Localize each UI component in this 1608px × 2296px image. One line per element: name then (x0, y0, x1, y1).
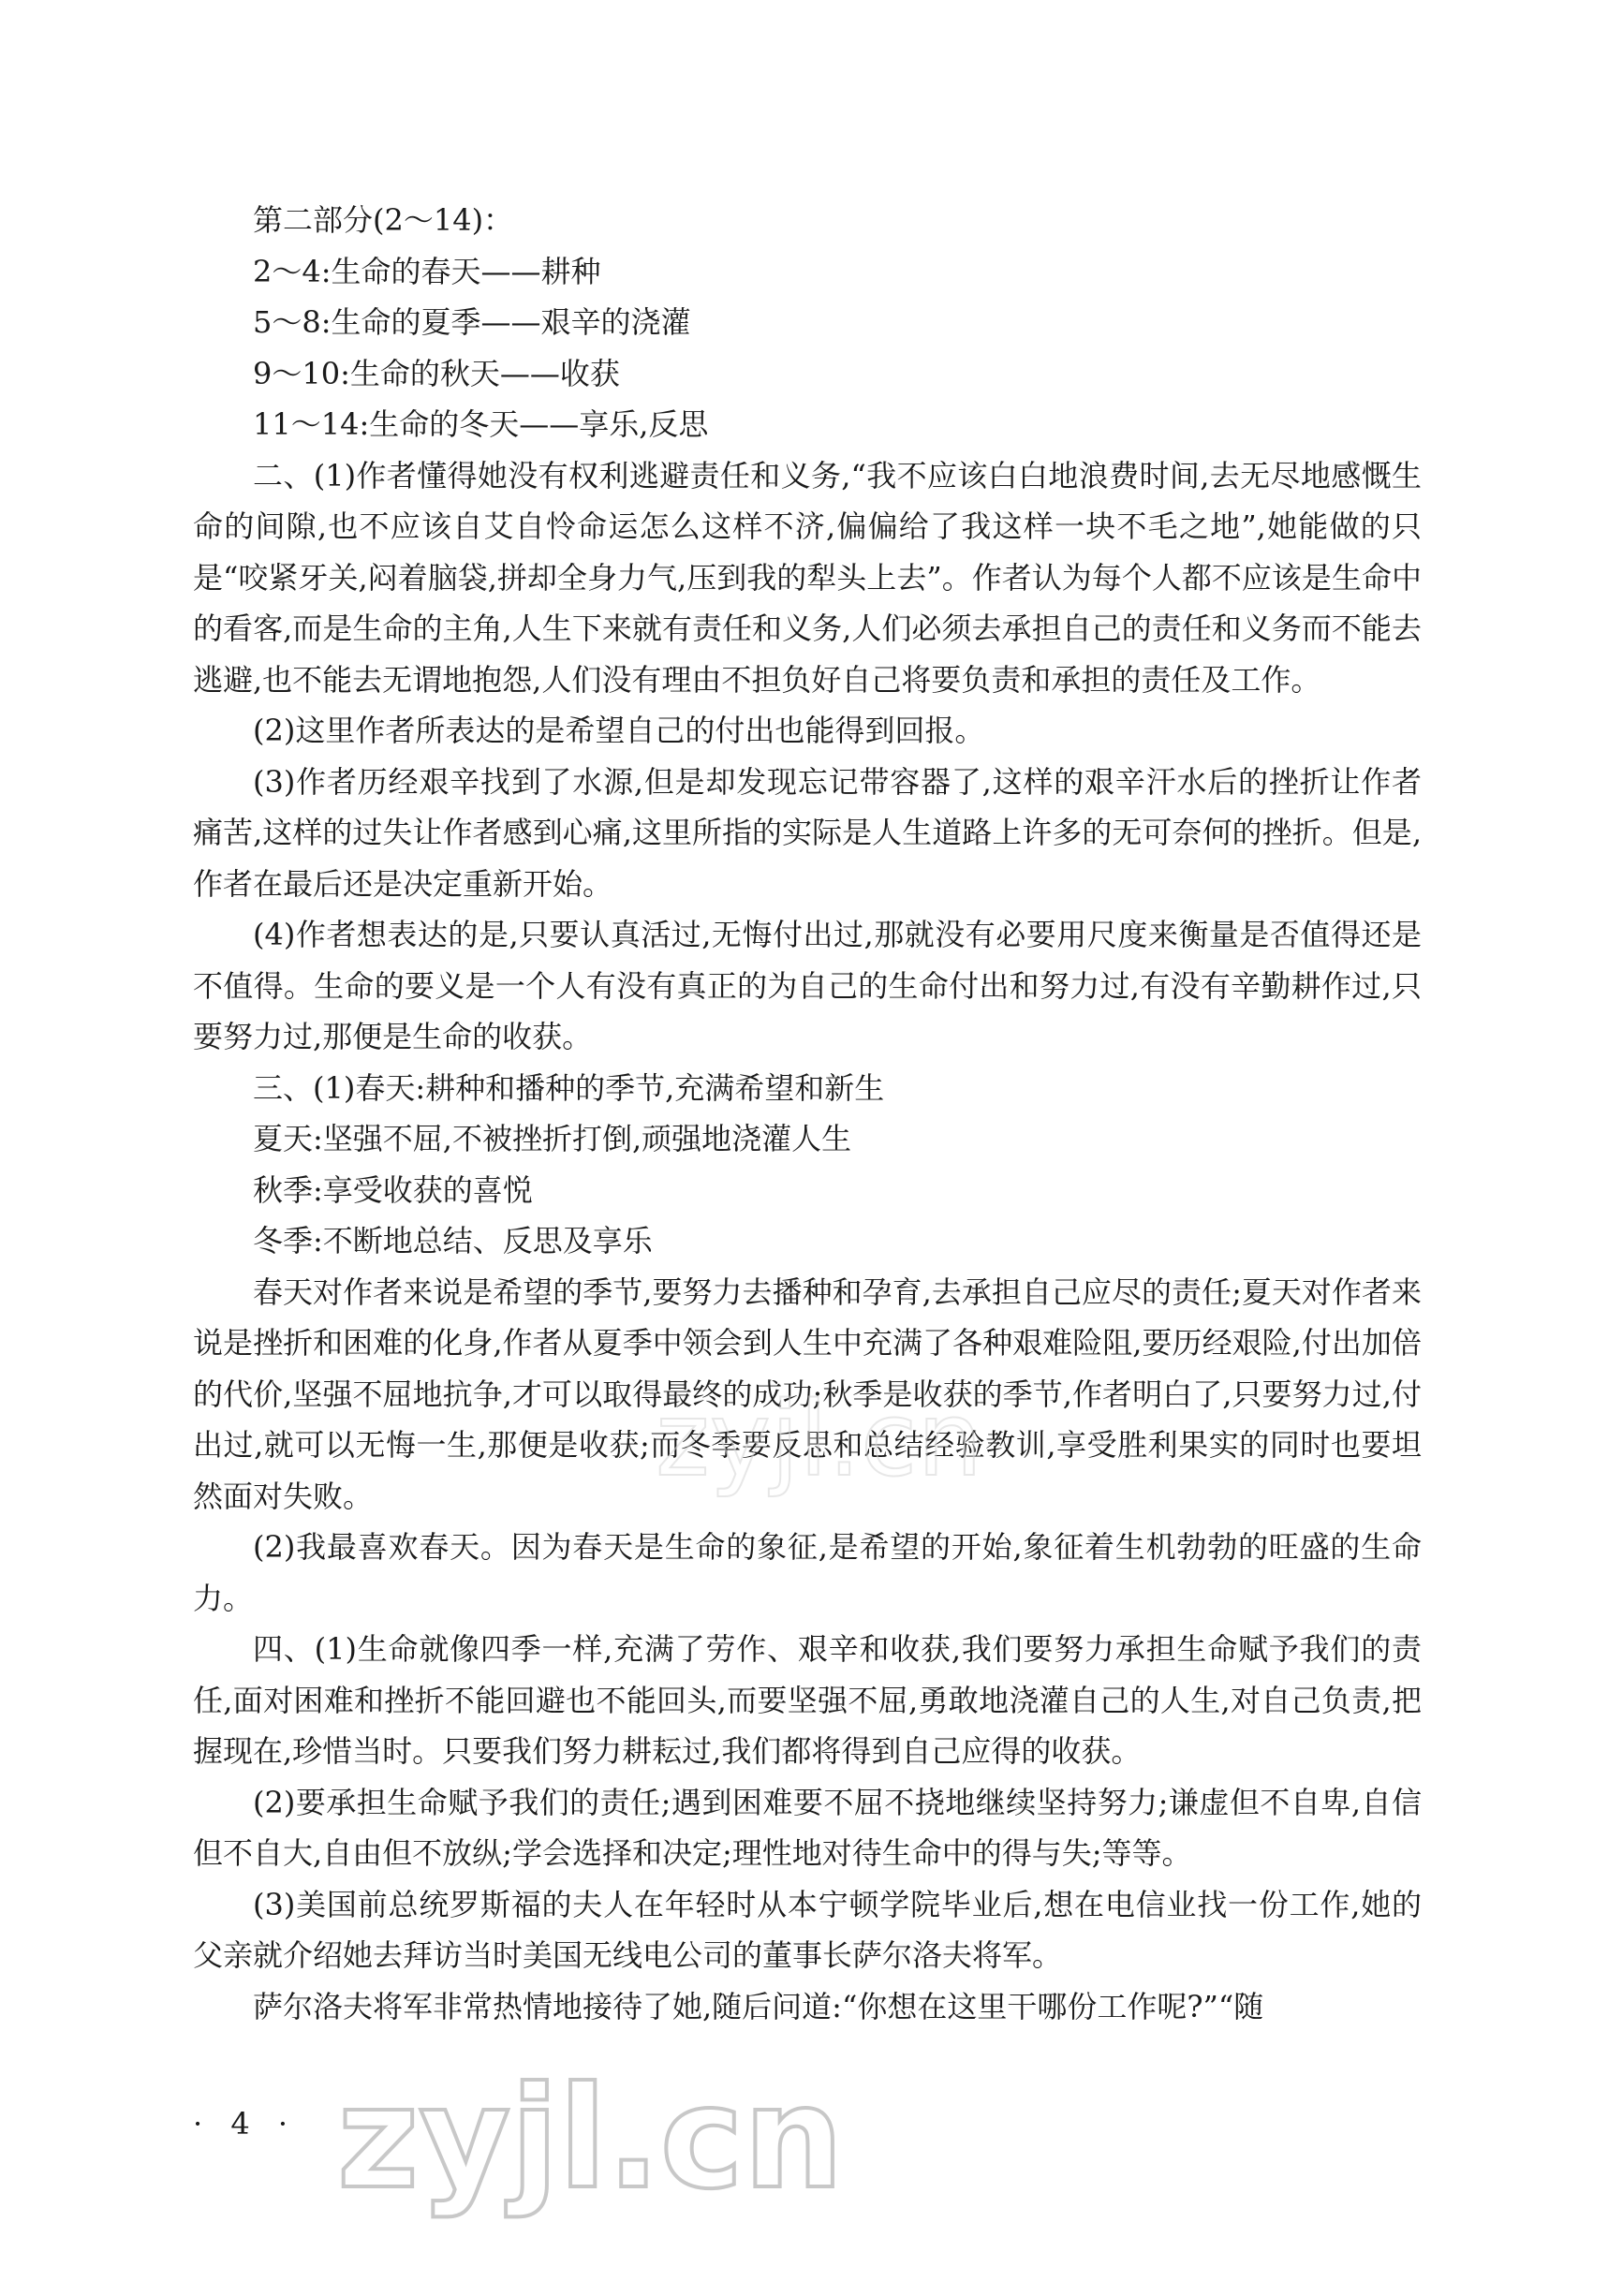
section-heading: 第二部分(2～14)： (253, 202, 514, 238)
outline-line: 11～14:生命的冬天——享乐,反思 (253, 406, 709, 442)
outline-line: 2～4:生命的春天——耕种 (253, 253, 601, 289)
outline-line: 5～8:生命的夏季——艰辛的浇灌 (253, 304, 691, 340)
paragraph: (2)要承担生命赋予我们的责任;遇到困难要不屈不挠地继续坚持努力;谦虚但不自卑,自信但不自大,自由但不放纵;学会选择和决定;理性地对待生命中的得与失;等等。 (193, 1784, 1422, 1871)
watermark-text-center: zyjl.cn (656, 1379, 983, 1499)
paragraph: (2)我最喜欢春天。因为春天是生命的象征,是希望的开始,象征着生机勃勃的旺盛的生命力。 (193, 1529, 1422, 1616)
paragraph: (3)作者历经艰辛找到了水源,但是却发现忘记带容器了,这样的艰辛汗水后的挫折让作者痛苦,这样的过失让作者感到心痛,这里所指的实际是人生道路上许多的无可奈何的挫折。但是,作者在最后还是决定重新开始。 (193, 763, 1422, 902)
watermark-text: zyjl.cn (337, 2057, 844, 2220)
season-line: 冬季:不断地总结、反思及享乐 (253, 1223, 653, 1258)
main-text (193, 195, 1422, 2032)
outline-line: 9～10:生命的秋天——收获 (253, 355, 620, 391)
paragraph: (2)这里作者所表达的是希望自己的付出也能得到回报。 (253, 713, 985, 748)
season-line: 夏天:坚强不屈,不被挫折打倒,顽强地浇灌人生 (253, 1121, 852, 1156)
season-line: 三、(1)春天:耕种和播种的季节,充满希望和新生 (253, 1069, 885, 1106)
paragraph: (3)美国前总统罗斯福的夫人在年轻时从本宁顿学院毕业后,想在电信业找一份工作,她的父亲就介绍她去拜访当时美国无线电公司的董事长萨尔洛夫将军。 (193, 1886, 1422, 1973)
paragraph: 二、(1)作者懂得她没有权利逃避责任和义务,“我不应该白白地浪费时间,去无尽地感慨生命的间隙,也不应该自艾自怜命运怎么这样不济,偏偏给了我这样一块不毛之地”,她能做的只是“咬紧牙关,闷着脑袋,拼却全身力气,压到我的犁头上去”。作者认为每个人都不应该是生命中的看客,而是生命的主角,人生下来就有责任和义务,人们必须去承担自己的责任和义务而不能去逃避,也不能去无谓地抱怨,人们没有理由不担负好自己将要负责和承担的责任及工作。 (193, 457, 1422, 698)
paragraph: 春天对作者来说是希望的季节,要努力去播种和孕育,去承担自己应尽的责任;夏天对作者来说是挫折和困难的化身,作者从夏季中领会到人生中充满了各种艰难险阻,要历经艰险,付出加倍的代价,坚强不屈地抗争,才可以取得最终的成功;秋季是收获的季节,作者明白了,只要努力过,付出过,就可以无悔一生,那便是收获;而冬季要反思和总结经验教训,享受胜利果实的同时也要坦然面对失败。 (193, 1273, 1422, 1514)
paragraph: 四、(1)生命就像四季一样,充满了劳作、艰辛和收获,我们要努力承担生命赋予我们的责任,面对困难和挫折不能回避也不能回头,而要坚强不屈,勇敢地浇灌自己的人生,对自己负责,把握现在,珍惜当时。只要我们努力耕耘过,我们都将得到自己应得的收获。 (193, 1631, 1422, 1769)
paragraph: 萨尔洛夫将军非常热情地接待了她,随后问道:“你想在这里干哪份工作呢?”“随 (253, 1988, 1264, 2024)
paragraph: (4)作者想表达的是,只要认真活过,无悔付出过,那就没有必要用尺度来衡量是否值得还是不值得。生命的要义是一个人有没有真正的为自己的生命付出和努力过,有没有辛勤耕作过,只要努力过,那便是生命的收获。 (193, 917, 1422, 1054)
season-line: 秋季:享受收获的喜悦 (253, 1171, 533, 1208)
page-number: · 4 · (193, 2106, 298, 2141)
